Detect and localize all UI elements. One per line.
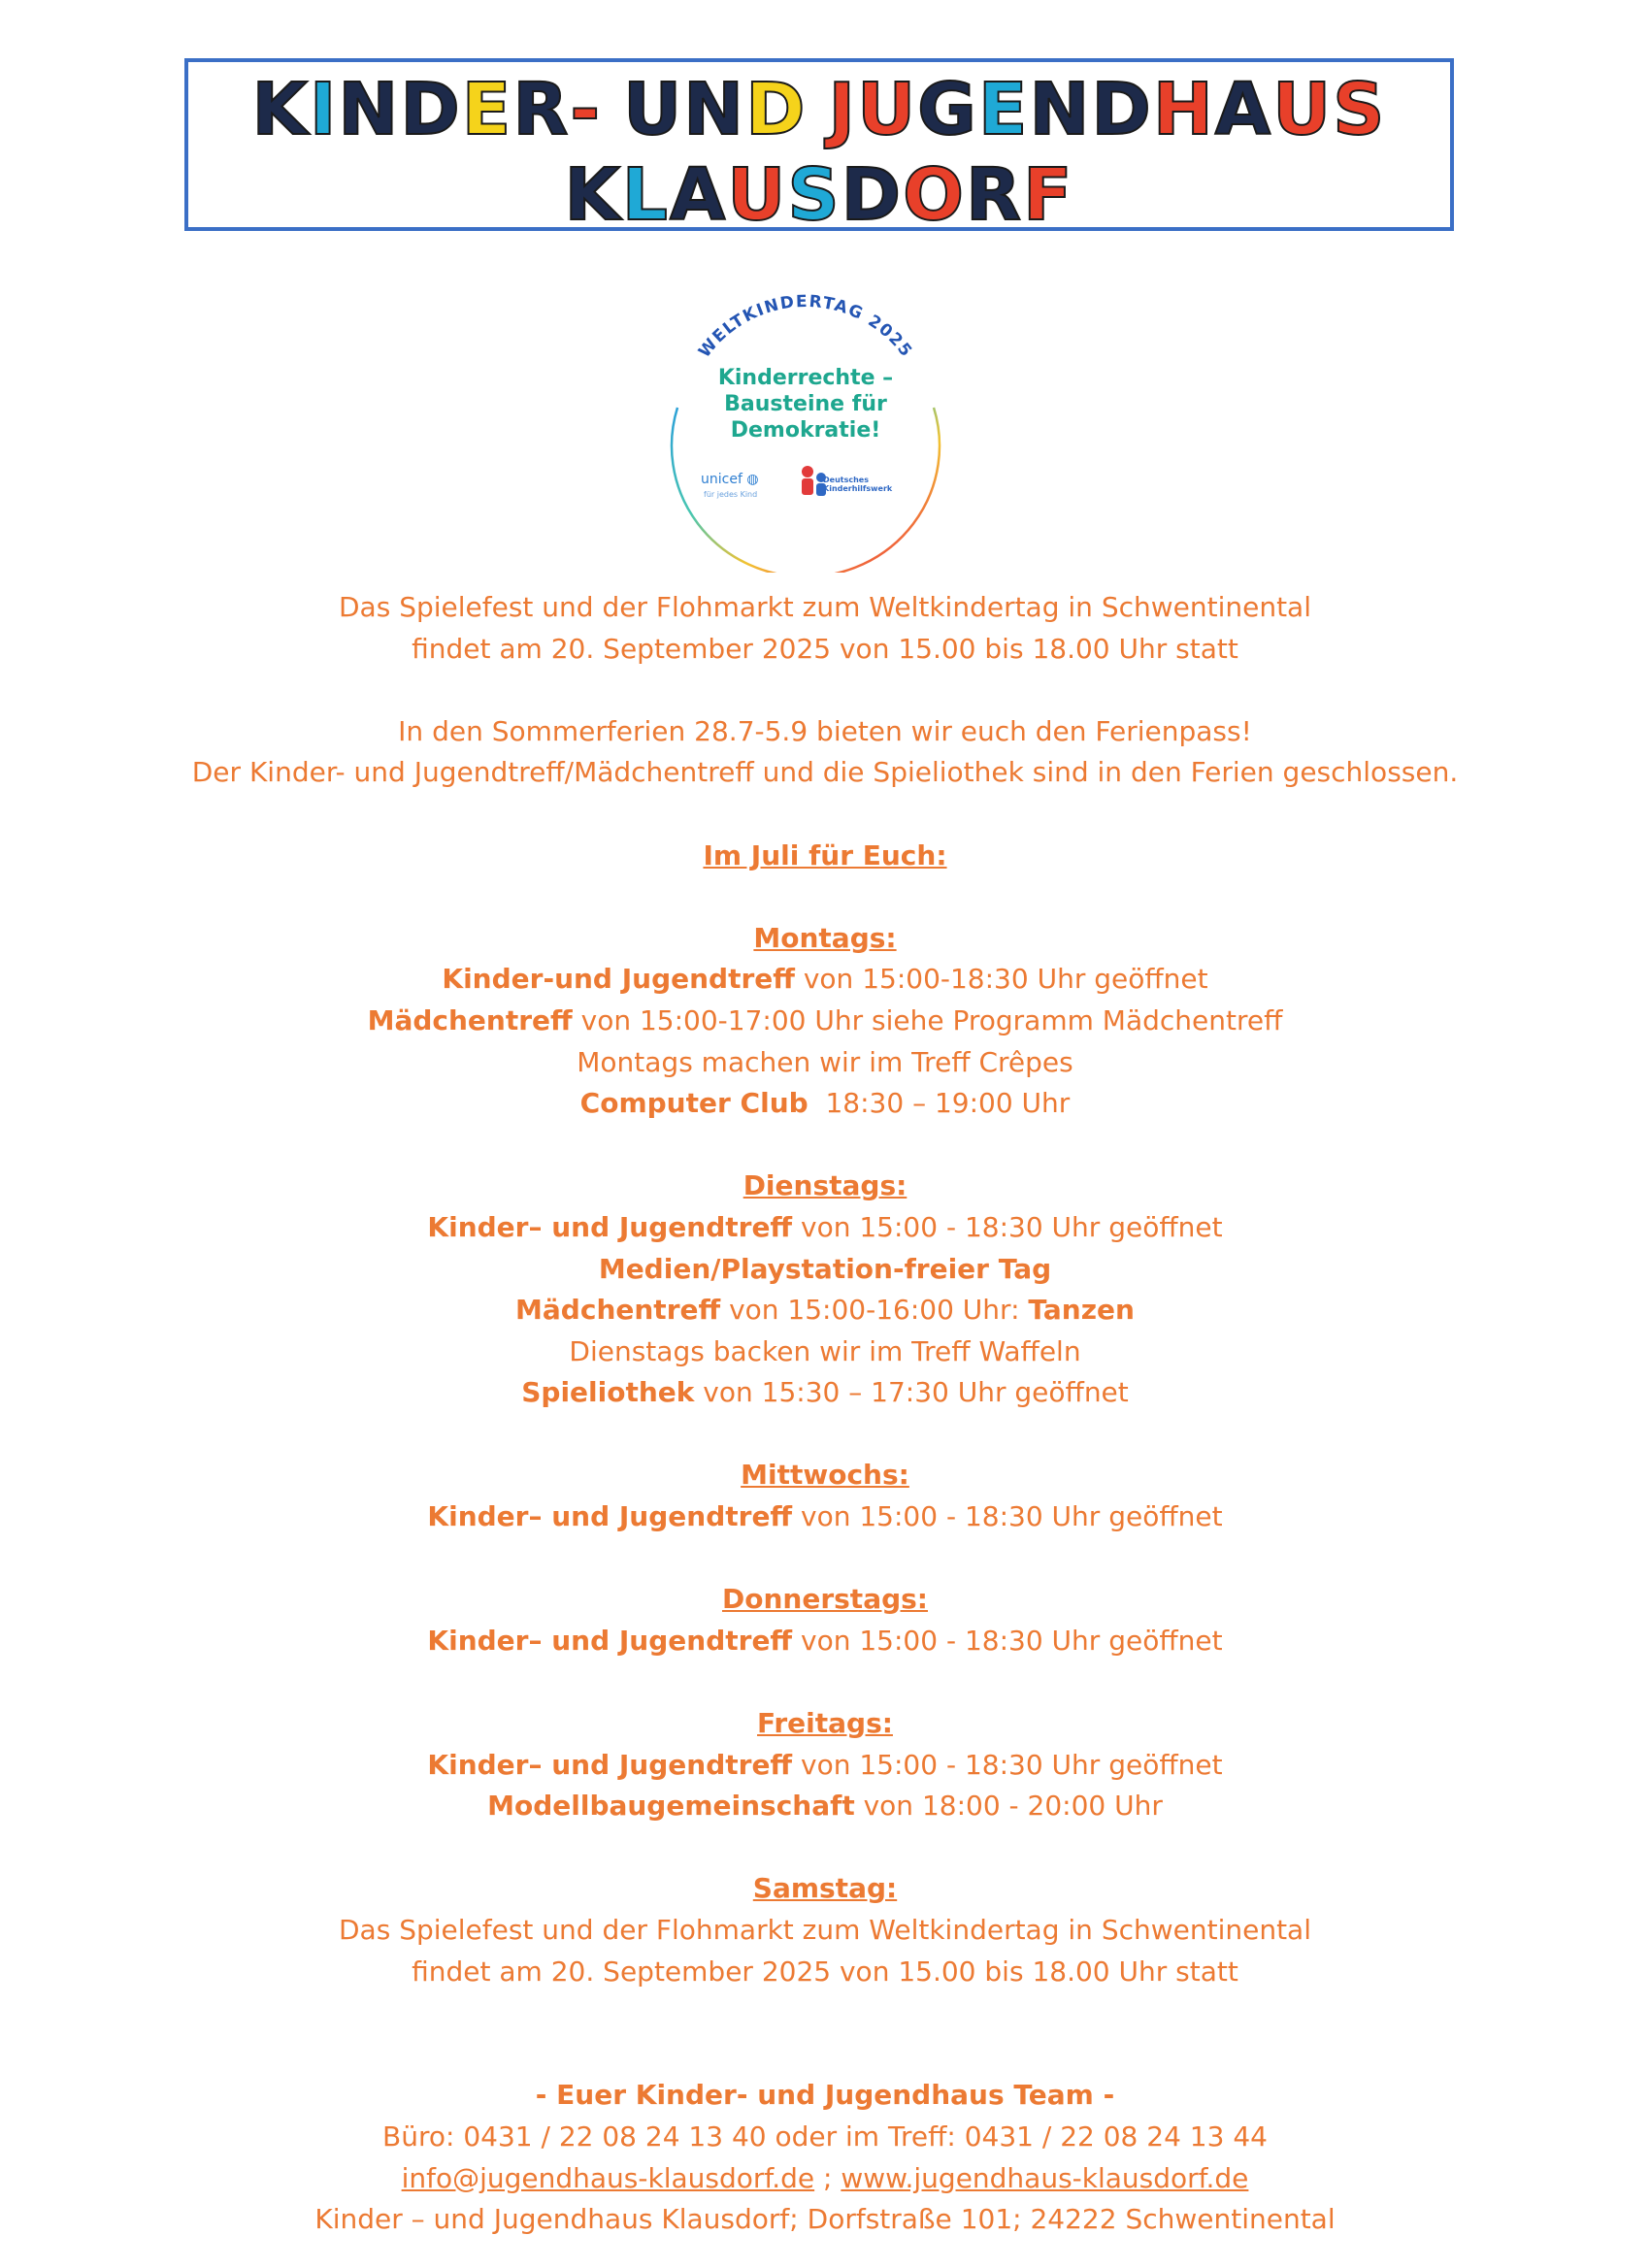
title-letter: I [309,68,339,151]
title-letter: E [461,68,513,151]
title-letter: H [1152,68,1215,151]
footer-contact: info@jugendhaus-klausdorf.de ; www.jugendhaus-klausdorf.de [401,2161,1249,2194]
badge-slogan: Kinderrechte – Bausteine für Demokratie! [717,366,894,443]
title-letter: A [669,153,728,237]
title-letter: - [570,68,603,151]
title-letter: S [1333,68,1387,151]
dienstag-row-3: Mädchentreff von 15:00-16:00 Uhr: Tanzen [515,1294,1135,1327]
title-letter: G [917,68,978,151]
dienstag-row-4: Dienstags backen wir im Treff Waffeln [569,1334,1081,1367]
title-letter: U [1272,68,1334,151]
title-letter: K [564,153,622,237]
intro-line-4: Der Kinder- und Jugendtreff/Mädchentreff und die Spieliothek sind in den Ferien geschlossen. [191,756,1459,789]
title-letter: D [400,68,462,151]
footer-address: Kinder – und Jugendhaus Klausdorf; Dorfstraße 101; 24222 Schwentinental [314,2203,1336,2236]
donnerstag-row-1: Kinder– und Jugendtreff von 15:00 - 18:30 Uhr geöffnet [427,1624,1223,1657]
weltkindertag-badge [641,281,971,573]
mittwoch-heading: Mittwochs: [741,1459,909,1492]
title-letter: L [621,153,670,237]
montag-row-1: Kinder-und Jugendtreff von 15:00-18:30 Uhr geöffnet [442,963,1208,996]
title-letter: S [787,153,842,237]
dienstag-row-5: Spieliothek von 15:30 – 17:30 Uhr geöffnet [521,1376,1129,1409]
main-content [0,587,1650,2241]
title-letter: O [903,153,966,237]
freitag-row-2: Modellbaugemeinschaft von 18:00 - 20:00 Uhr [487,1790,1163,1823]
title-letter [602,74,623,146]
freitag-heading: Freitags: [757,1707,893,1740]
unicef-tagline: für jedes Kind [704,490,758,499]
title-letter: J [828,68,858,151]
july-heading: Im Juli für Euch: [703,838,947,871]
montag-heading: Montags: [753,921,897,954]
title-letter: D [1091,68,1153,151]
dienstag-row-1: Kinder– und Jugendtreff von 15:00 - 18:30 Uhr geöffnet [427,1210,1223,1243]
title-letter: K [251,68,310,151]
title-line-1 [188,68,1450,151]
dienstag-row-2: Medien/Playstation-freier Tag [598,1252,1052,1285]
title-letter: R [965,153,1023,237]
mittwoch-row-1: Kinder– und Jugendtreff von 15:00 - 18:30 Uhr geöffnet [427,1500,1223,1533]
dienstag-heading: Dienstags: [742,1169,908,1202]
website-link[interactable]: www.jugendhaus-klausdorf.de [841,2161,1249,2194]
title-letter: N [1029,68,1092,151]
title-box [184,58,1454,237]
email-link[interactable]: info@jugendhaus-klausdorf.de [401,2161,815,2194]
badge-arc-text: WELTKINDERTAG 2025 [695,291,917,362]
intro-line-1: Das Spielefest und der Flohmarkt zum Weltkindertag in Schwentinental [338,591,1311,623]
freitag-row-1: Kinder– und Jugendtreff von 15:00 - 18:30 Uhr geöffnet [427,1748,1223,1781]
title-letter: N [683,68,746,151]
samstag-row-1: Das Spielefest und der Flohmarkt zum Weltkindertag in Schwentinental [338,1914,1311,1946]
title-letter: A [1214,68,1273,151]
intro-line-2: findet am 20. September 2025 von 15.00 bis 18.00 Uhr statt [412,632,1238,665]
title-letter [808,74,829,146]
title-letter: N [338,68,401,151]
footer-team: - Euer Kinder- und Jugendhaus Team - [535,2079,1115,2112]
montag-row-4: Computer Club 18:30 – 19:00 Uhr [579,1087,1071,1120]
title-letter: D [841,153,904,237]
title-line-2 [188,153,1450,237]
samstag-row-2: findet am 20. September 2025 von 15.00 bis 18.00 Uhr statt [412,1955,1238,1988]
title-letter: R [512,68,571,151]
title-letter: D [745,68,808,151]
montag-row-3: Montags machen wir im Treff Crêpes [577,1045,1073,1078]
samstag-heading: Samstag: [752,1872,898,1905]
kinderhilfswerk-name: Deutsches Kinderhilfswerk [823,476,893,493]
montag-row-2: Mädchentreff von 15:00-17:00 Uhr siehe Programm Mädchentreff [367,1003,1283,1036]
donnerstag-heading: Donnerstags: [722,1583,928,1616]
intro-line-3: In den Sommerferien 28.7-5.9 bieten wir euch den Ferienpass! [398,714,1252,747]
footer-phone: Büro: 0431 / 22 08 24 13 40 oder im Treff: 0431 / 22 08 24 13 44 [382,2120,1268,2153]
unicef-logo: unicef ◍ [701,472,759,487]
globe-icon: ◍ [746,472,759,487]
title-letter: F [1022,153,1074,237]
title-letter: U [857,68,918,151]
title-letter: U [623,68,684,151]
title-letter: U [727,153,788,237]
title-letter: E [977,68,1030,151]
